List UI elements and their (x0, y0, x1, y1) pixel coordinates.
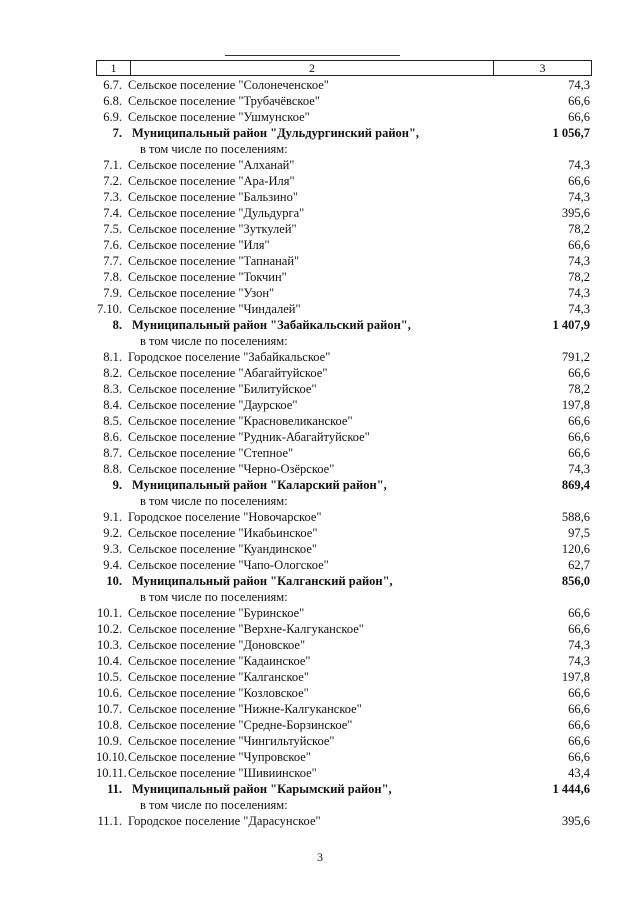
table-row (96, 653, 592, 669)
row-text: Муниципальный район "Калганский район", (132, 574, 393, 588)
row-text: Сельское поселение "Тапнанай" (128, 254, 300, 268)
row-number: 8.2. (103, 366, 122, 380)
row-value: 1 444,6 (552, 782, 590, 796)
row-number: 8.4. (103, 398, 122, 412)
row-number: 10.5. (97, 670, 122, 684)
table-row (96, 381, 592, 397)
row-value: 66,6 (568, 94, 590, 108)
row-text: в том числе по поселениям: (140, 334, 288, 348)
row-value: 74,3 (568, 638, 590, 652)
row-text: Сельское поселение "Чингильтуйское" (128, 734, 335, 748)
table-row (96, 669, 592, 685)
row-text: Сельское поселение "Иля" (128, 238, 270, 252)
row-text: Сельское поселение "Икабьинское" (128, 526, 318, 540)
row-number: 7.2. (103, 174, 122, 188)
table-row (96, 765, 592, 781)
row-text: Сельское поселение "Доновское" (128, 638, 306, 652)
row-number (96, 589, 128, 605)
row-value: 856,0 (561, 574, 590, 588)
row-number: 9.1. (103, 510, 122, 524)
row-value: 66,6 (568, 430, 590, 444)
row-text: Сельское поселение "Кадаинское" (128, 654, 311, 668)
row-number: 9.3. (103, 542, 122, 556)
table-row (96, 317, 592, 333)
row-value: 66,6 (568, 366, 590, 380)
table-row (96, 605, 592, 621)
row-value: 66,6 (568, 734, 590, 748)
table-row (96, 525, 592, 541)
row-value (512, 141, 592, 157)
row-value: 66,6 (568, 414, 590, 428)
table-row (96, 541, 592, 557)
page-number: 3 (317, 850, 323, 864)
row-value: 62,7 (568, 558, 590, 572)
table-row (96, 253, 592, 269)
row-text: в том числе по поселениям: (140, 590, 288, 604)
row-text: Сельское поселение "Токчин" (128, 270, 287, 284)
row-number: 8.1. (103, 350, 122, 364)
row-number: 8.8. (103, 462, 122, 476)
row-value: 74,3 (568, 654, 590, 668)
table-row (96, 397, 592, 413)
row-number (96, 333, 128, 349)
row-value: 66,6 (568, 718, 590, 732)
table-row (96, 141, 592, 157)
table-row (96, 493, 592, 509)
row-text: Сельское поселение "Рудник-Абагайтуйское" (128, 430, 370, 444)
table-row (96, 637, 592, 653)
row-text: Сельское поселение "Ара-Иля" (128, 174, 295, 188)
row-value: 66,6 (568, 110, 590, 124)
row-number: 10.11. (96, 766, 127, 780)
row-number: 10.2. (97, 622, 122, 636)
table-row (96, 749, 592, 765)
table-row (96, 365, 592, 381)
row-text: Сельское поселение "Дульдурга" (128, 206, 305, 220)
row-value: 66,6 (568, 750, 590, 764)
table-row (96, 701, 592, 717)
row-number: 8.5. (103, 414, 122, 428)
row-value: 74,3 (568, 190, 590, 204)
row-text: Сельское поселение "Калганское" (128, 670, 309, 684)
row-text: Сельское поселение "Красновеликанское" (128, 414, 353, 428)
row-value: 1 407,9 (552, 318, 590, 332)
row-value: 66,6 (568, 702, 590, 716)
table-row (96, 157, 592, 173)
row-value: 74,3 (568, 254, 590, 268)
row-number: 10.8. (97, 718, 122, 732)
row-text: Городское поселение "Новочарское" (128, 510, 322, 524)
row-number (96, 493, 128, 509)
header-rule (225, 55, 400, 56)
row-text: Городское поселение "Дарасунское" (128, 814, 321, 828)
table-row (96, 77, 592, 93)
table-row (96, 717, 592, 733)
row-number: 10.3. (97, 638, 122, 652)
row-text: Муниципальный район "Каларский район", (132, 478, 387, 492)
row-number: 8. (112, 318, 122, 332)
row-number: 10.1. (97, 606, 122, 620)
row-text: Муниципальный район "Забайкальский район", (132, 318, 411, 332)
row-number: 8.7. (103, 446, 122, 460)
row-number: 6.9. (103, 110, 122, 124)
row-number: 7.8. (103, 270, 122, 284)
row-number: 7.7. (103, 254, 122, 268)
table-body (96, 77, 592, 829)
row-number: 9. (112, 478, 122, 492)
row-text: Сельское поселение "Алханай" (128, 158, 295, 172)
row-text: Сельское поселение "Чупровское" (128, 750, 311, 764)
row-value: 78,2 (568, 222, 590, 236)
row-text: Муниципальный район "Дульдургинский район", (132, 126, 420, 140)
row-number: 7. (112, 126, 122, 140)
row-text: Сельское поселение "Трубачёвское" (128, 94, 320, 108)
table-row (96, 813, 592, 829)
table-row (96, 429, 592, 445)
row-value (512, 589, 592, 605)
row-text: Городское поселение "Забайкальское" (128, 350, 331, 364)
table-row (96, 445, 592, 461)
row-text: Сельское поселение "Даурское" (128, 398, 298, 412)
row-value: 1 056,7 (552, 126, 590, 140)
row-number: 11. (107, 782, 122, 796)
table-row (96, 413, 592, 429)
table-row (96, 333, 592, 349)
row-value: 197,8 (561, 670, 590, 684)
row-text: Сельское поселение "Чапо-Ологское" (128, 558, 329, 572)
row-number: 7.5. (103, 222, 122, 236)
row-value: 395,6 (561, 206, 590, 220)
row-number: 9.4. (103, 558, 122, 572)
row-value: 66,6 (568, 238, 590, 252)
table-row (96, 557, 592, 573)
row-text: Сельское поселение "Нижне-Калгуканское" (128, 702, 362, 716)
row-number: 10.9. (97, 734, 122, 748)
table-row (96, 109, 592, 125)
row-value: 66,6 (568, 174, 590, 188)
row-number: 11.1. (97, 814, 122, 828)
table-row (96, 205, 592, 221)
row-text: в том числе по поселениям: (140, 142, 288, 156)
row-value: 74,3 (568, 462, 590, 476)
row-number: 10.4. (97, 654, 122, 668)
row-text: Сельское поселение "Солонеченское" (128, 78, 329, 92)
row-value (512, 333, 592, 349)
row-text: Сельское поселение "Куандинское" (128, 542, 317, 556)
table-row (96, 93, 592, 109)
table-row (96, 221, 592, 237)
row-number: 10. (106, 574, 122, 588)
row-text: Сельское поселение "Ушмунское" (128, 110, 310, 124)
row-number (96, 141, 128, 157)
table-row (96, 237, 592, 253)
row-value: 66,6 (568, 622, 590, 636)
table-row (96, 573, 592, 589)
table-row (96, 589, 592, 605)
row-value: 74,3 (568, 78, 590, 92)
row-text: Сельское поселение "Чиндалей" (128, 302, 301, 316)
row-value: 197,8 (561, 398, 590, 412)
row-text: Сельское поселение "Козловское" (128, 686, 309, 700)
row-value: 66,6 (568, 686, 590, 700)
row-text: Сельское поселение "Шивиинское" (128, 766, 317, 780)
row-text: Сельское поселение "Абагайтуйское" (128, 366, 328, 380)
row-value: 78,2 (568, 382, 590, 396)
row-text: в том числе по поселениям: (140, 494, 288, 508)
row-text: в том числе по поселениям: (140, 798, 288, 812)
table-row (96, 621, 592, 637)
row-number: 9.2. (103, 526, 122, 540)
table-row (96, 285, 592, 301)
row-number (96, 797, 128, 813)
row-value: 97,5 (568, 526, 590, 540)
row-value: 74,3 (568, 286, 590, 300)
table-row (96, 781, 592, 797)
row-value: 66,6 (568, 446, 590, 460)
row-text: Сельское поселение "Средне-Борзинское" (128, 718, 353, 732)
row-text: Сельское поселение "Верхне-Калгуканское" (128, 622, 364, 636)
table-row (96, 477, 592, 493)
header-col-2: 2 (131, 61, 494, 75)
table-row (96, 173, 592, 189)
row-number: 7.3. (103, 190, 122, 204)
row-text: Сельское поселение "Степное" (128, 446, 294, 460)
table-row (96, 269, 592, 285)
row-number: 10.7. (97, 702, 122, 716)
row-number: 8.3. (103, 382, 122, 396)
table-row (96, 685, 592, 701)
row-value: 120,6 (561, 542, 590, 556)
row-value: 74,3 (568, 158, 590, 172)
table-row (96, 349, 592, 365)
header-col-3: 3 (539, 61, 546, 75)
row-text: Сельское поселение "Черно-Озёрское" (128, 462, 335, 476)
table-row (96, 733, 592, 749)
row-number: 8.6. (103, 430, 122, 444)
row-value: 869,4 (561, 478, 590, 492)
row-text: Сельское поселение "Узон" (128, 286, 275, 300)
table-row (96, 461, 592, 477)
row-number: 6.8. (103, 94, 122, 108)
header-col-1: 1 (97, 61, 131, 75)
row-value: 74,3 (568, 302, 590, 316)
row-value (512, 493, 592, 509)
row-number: 10.6. (97, 686, 122, 700)
row-number: 7.10. (97, 302, 122, 316)
row-value: 791,2 (561, 350, 590, 364)
row-number: 7.6. (103, 238, 122, 252)
table-row (96, 509, 592, 525)
row-text: Сельское поселение "Буринское" (128, 606, 305, 620)
row-number: 7.9. (103, 286, 122, 300)
row-number: 7.4. (103, 206, 122, 220)
row-value: 588,6 (561, 510, 590, 524)
row-text: Сельское поселение "Зуткулей" (128, 222, 297, 236)
row-value: 43,4 (568, 766, 590, 780)
table-header (96, 60, 592, 76)
row-text: Сельское поселение "Билитуйское" (128, 382, 317, 396)
table-row (96, 125, 592, 141)
row-number: 7.1. (103, 158, 122, 172)
row-text: Сельское поселение "Бальзино" (128, 190, 298, 204)
row-number: 6.7. (103, 78, 122, 92)
row-value: 78,2 (568, 270, 590, 284)
table-row (96, 189, 592, 205)
row-value: 395,6 (561, 814, 590, 828)
row-value: 66,6 (568, 606, 590, 620)
row-text: Муниципальный район "Карымский район", (132, 782, 392, 796)
table-row (96, 301, 592, 317)
table-row (96, 797, 592, 813)
row-number: 10.10. (96, 750, 128, 764)
row-value (512, 797, 592, 813)
